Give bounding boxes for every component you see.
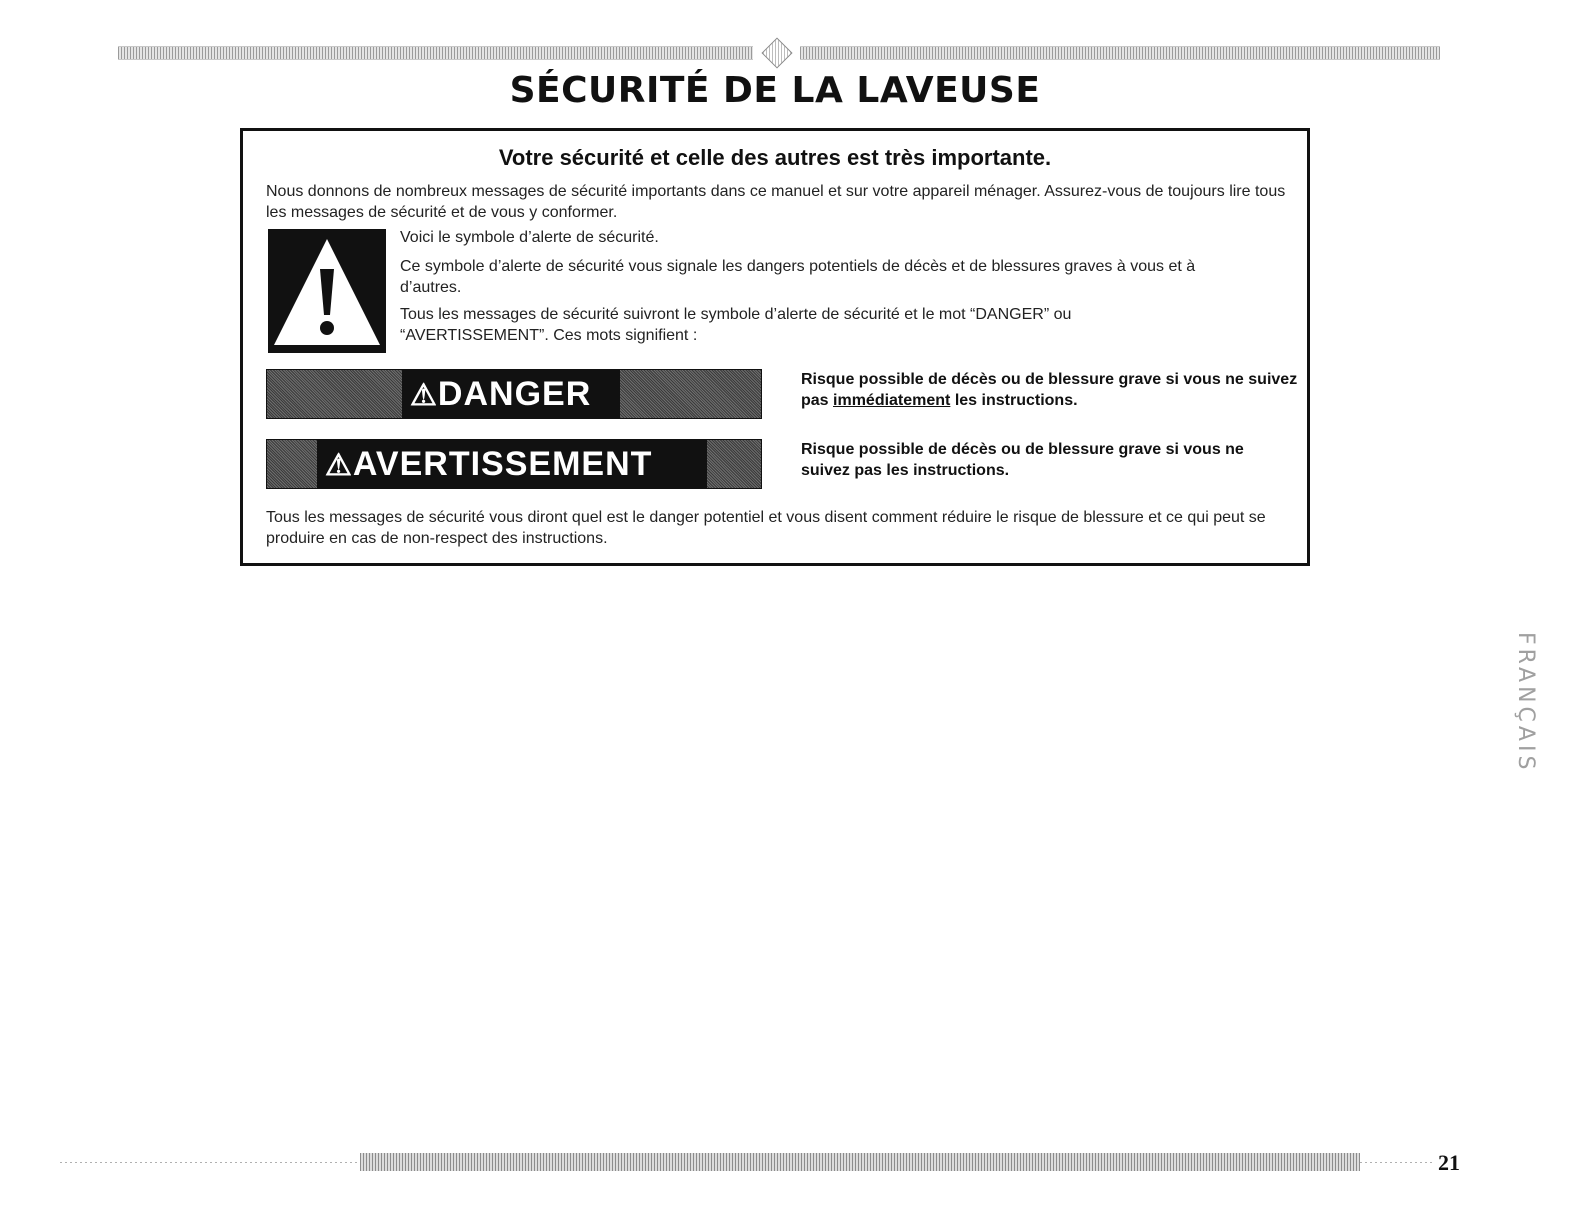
page-number: 21	[1438, 1150, 1460, 1175]
top-decorative-rule-right	[800, 46, 1440, 60]
symbol-line-1: Voici le symbole d’alerte de sécurité.	[400, 229, 659, 246]
safety-intro-paragraph: Nous donnons de nombreux messages de sécurité importants dans ce manuel et sur votre appareil ménager. Assurez-vous de toujours lire tous les messages de sécurité et de vous y conformer.	[266, 183, 1286, 221]
danger-banner	[266, 369, 762, 419]
alert-triangle-icon: ⚠	[325, 449, 353, 482]
safety-closing-paragraph: Tous les messages de sécurité vous diront quel est le danger potentiel et vous disent comment réduire le risque de blessure et ce qui peut se produire en cas de non-respect des instructions.	[266, 509, 1266, 547]
danger-description: Risque possible de décès ou de blessure grave si vous ne suivez pas immédiatement les instructions.	[801, 371, 1298, 409]
danger-banner-label: ⚠DANGER	[410, 375, 592, 413]
top-decorative-rule-left	[118, 46, 753, 60]
symbol-line-2: Ce symbole d’alerte de sécurité vous signale les dangers potentiels de décès et de blessures graves à vous et à d’autres.	[400, 258, 1196, 296]
symbol-line-3: Tous les messages de sécurité suivront le symbole d’alerte de sécurité et le mot “DANGER” ou “AVERTISSEMENT”. Ces mots signifient :	[400, 306, 1072, 344]
page-title: SÉCURITÉ DE LA LAVEUSE	[509, 70, 1041, 111]
bottom-dotted-rule-left	[60, 1162, 360, 1163]
safety-information-box	[240, 128, 1310, 566]
warning-triangle-icon	[268, 229, 386, 353]
language-side-tab: FRANÇAIS	[1513, 632, 1538, 774]
warning-banner-label: ⚠AVERTISSEMENT	[325, 445, 653, 483]
bottom-decorative-rule	[360, 1153, 1360, 1171]
bottom-dotted-rule-right	[1360, 1162, 1435, 1163]
safety-heading: Votre sécurité et celle des autres est très importante.	[498, 145, 1052, 170]
diamond-ornament-icon	[761, 37, 792, 68]
warning-description: Risque possible de décès ou de blessure grave si vous ne suivez pas les instructions.	[801, 441, 1244, 479]
warning-banner	[266, 439, 762, 489]
alert-triangle-icon: ⚠	[410, 379, 438, 412]
